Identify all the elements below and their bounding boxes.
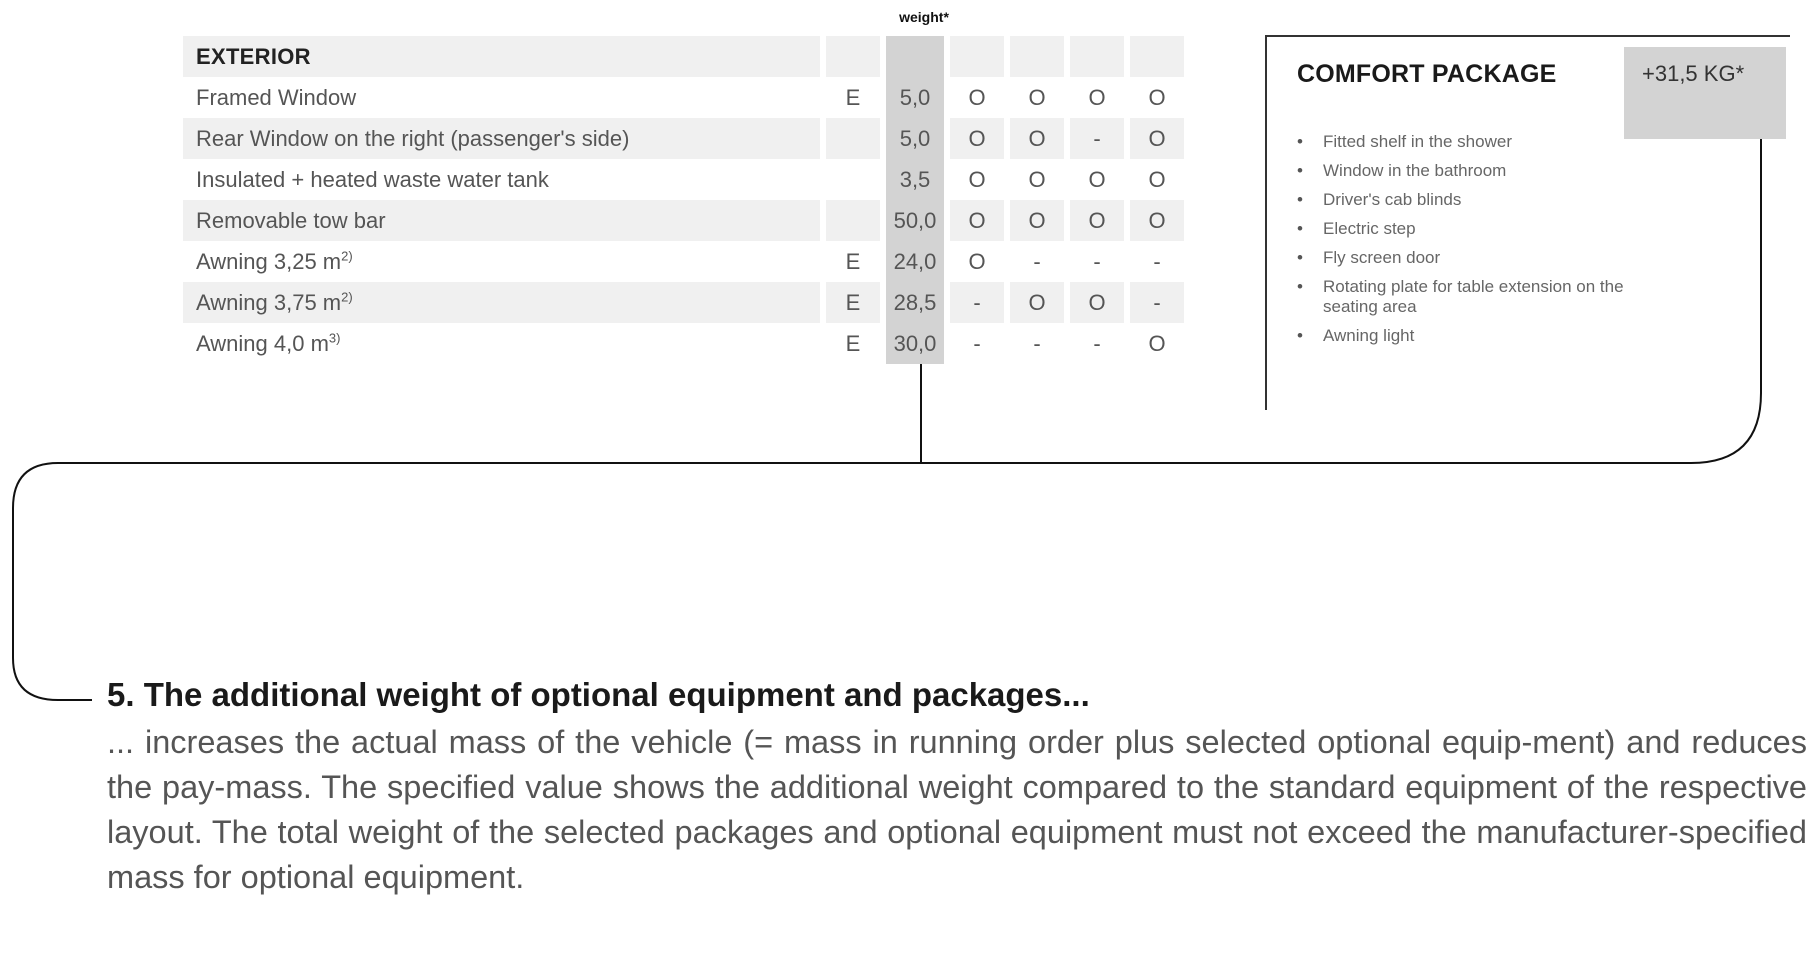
row-label-text: Awning 4,0 m [196, 330, 329, 356]
option-availability: O [1010, 77, 1070, 118]
footnote-marker: 2) [341, 248, 353, 264]
standard-marker [826, 118, 886, 159]
row-label-text: Rear Window on the right (passenger's side) [196, 125, 630, 151]
package-weight-badge: +31,5 KG* [1624, 47, 1786, 139]
equipment-table [183, 36, 1184, 364]
row-label-text: Framed Window [196, 84, 357, 110]
option-availability: O [1010, 118, 1070, 159]
option-availability: O [1148, 330, 1166, 356]
package-item: • Fitted shelf in the shower [1297, 132, 1637, 152]
table-row [183, 77, 1184, 118]
option-cell [1130, 36, 1184, 77]
package-title: COMFORT PACKAGE [1297, 60, 1557, 88]
option-availability: - [1010, 241, 1070, 282]
option-availability: - [950, 323, 1010, 364]
option-availability: O [1010, 282, 1070, 323]
option-cell [1010, 36, 1070, 77]
option-availability: O [1070, 77, 1130, 118]
option-availability: O [1010, 159, 1070, 200]
standard-marker: E [826, 77, 886, 118]
table-row [183, 159, 1184, 200]
standard-marker: E [826, 282, 886, 323]
package-item-list [1297, 132, 1637, 355]
row-label-text: Removable tow bar [196, 207, 386, 233]
footnote-connector [13, 463, 921, 700]
option-availability: O [1070, 200, 1130, 241]
row-label [183, 77, 826, 118]
option-availability: - [1070, 118, 1130, 159]
option-availability: O [1010, 200, 1070, 241]
option-availability: - [1153, 248, 1161, 274]
option-availability: - [1070, 241, 1130, 282]
option-availability: O [950, 159, 1010, 200]
package-item: • Electric step [1297, 219, 1637, 239]
standard-marker: E [826, 241, 886, 282]
weight-value: 5,0 [886, 77, 950, 118]
table-row [183, 200, 1184, 241]
package-item: • Window in the bathroom [1297, 161, 1637, 181]
package-item: • Rotating plate for table extension on the seating area [1297, 277, 1637, 317]
weight-cell [886, 36, 950, 77]
row-label-text: Awning 3,75 m [196, 289, 342, 315]
row-label [183, 282, 826, 323]
row-label [183, 323, 826, 364]
option-availability: - [1070, 323, 1130, 364]
option-availability: - [1010, 323, 1070, 364]
option-availability: O [1070, 159, 1130, 200]
comfort-package-box [1265, 35, 1790, 410]
option-availability: O [950, 241, 1010, 282]
weight-column-header: weight* [899, 9, 949, 25]
option-availability: O [950, 200, 1010, 241]
option-availability: - [950, 282, 1010, 323]
row-label [183, 200, 826, 241]
footnote-body: ... increases the actual mass of the vehicle (= mass in running order plus selected optional equip-ment) and reduces the pay-mass. The specified value shows the additional weight compared to the standard equipment of the respective layout. The total weight of the selected packages and optional equipment must not exceed the manufacturer-specified mass for optional equipment. [107, 724, 1807, 895]
table-row [183, 118, 1184, 159]
footnote-marker: 2) [341, 289, 353, 305]
standard-marker [826, 159, 886, 200]
footnote-title: 5. The additional weight of optional equipment and packages... [107, 676, 1090, 713]
std-cell [826, 36, 886, 77]
table-row [183, 282, 1184, 323]
row-label [183, 159, 826, 200]
table-row [183, 323, 1184, 364]
weight-value: 3,5 [886, 159, 950, 200]
option-cell [1070, 36, 1130, 77]
row-label-text: Awning 3,25 m [196, 248, 342, 274]
option-availability: O [1130, 118, 1184, 159]
weight-value: 24,0 [886, 241, 950, 282]
table-header-row [183, 36, 1184, 77]
option-availability: O [950, 77, 1010, 118]
package-item: • Awning light [1297, 326, 1637, 346]
weight-value: 28,5 [886, 282, 950, 323]
option-availability: O [1148, 166, 1166, 192]
package-item: • Fly screen door [1297, 248, 1637, 268]
row-label-text: Insulated + heated waste water tank [196, 166, 549, 192]
weight-value: 30,0 [886, 323, 950, 364]
option-availability: O [1130, 200, 1184, 241]
section-title: EXTERIOR [183, 36, 826, 77]
footnote-marker: 3) [328, 330, 341, 346]
option-availability: O [1148, 84, 1166, 110]
weight-value: 5,0 [886, 118, 950, 159]
row-label [183, 241, 826, 282]
table-row [183, 241, 1184, 282]
option-availability: - [1130, 282, 1184, 323]
option-cell [950, 36, 1010, 77]
option-availability: O [950, 118, 1010, 159]
row-label [183, 118, 826, 159]
option-availability: O [1070, 282, 1130, 323]
equipment-table-body [183, 36, 1184, 364]
standard-marker [826, 200, 886, 241]
standard-marker: E [826, 323, 886, 364]
package-item: • Driver's cab blinds [1297, 190, 1637, 210]
weight-value: 50,0 [886, 200, 950, 241]
